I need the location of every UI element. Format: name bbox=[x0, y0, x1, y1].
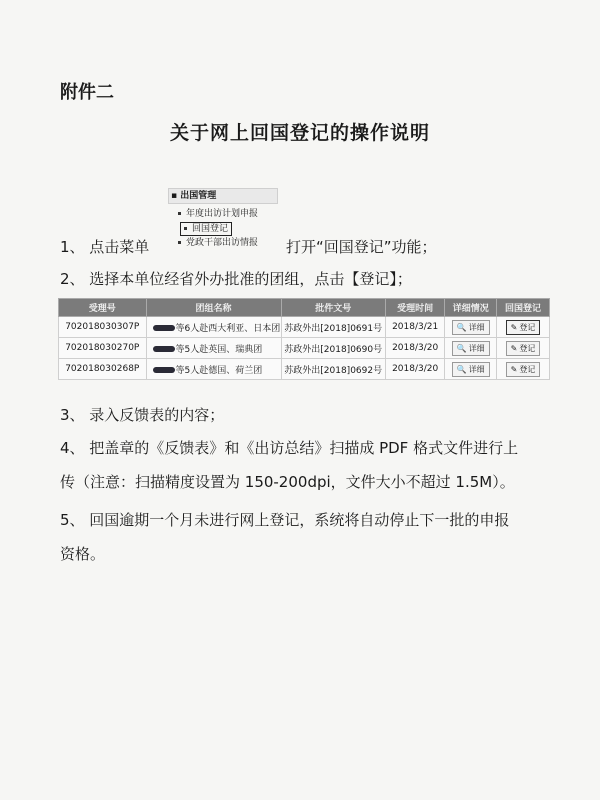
cell-id: 702018030307P bbox=[59, 317, 147, 338]
search-icon: 🔍 bbox=[456, 364, 467, 374]
cell-detail bbox=[445, 359, 497, 380]
register-button[interactable]: ✎ 登记 bbox=[506, 320, 541, 335]
table-row bbox=[59, 359, 550, 380]
register-button[interactable]: ✎ 登记 bbox=[506, 362, 541, 377]
bullet-icon bbox=[178, 212, 181, 215]
step-1-prefix: 1、 点击菜单 bbox=[60, 238, 150, 256]
redaction-mark bbox=[153, 367, 175, 373]
edit-icon: ✎ bbox=[510, 322, 518, 332]
cell-date: 2018/3/20 bbox=[385, 359, 445, 380]
cell-name: 等6人赴西大利亚、日本团 bbox=[146, 317, 281, 338]
menu-snippet bbox=[168, 188, 283, 250]
cell-detail bbox=[445, 317, 497, 338]
document-title: 关于网上回国登记的操作说明 bbox=[169, 122, 430, 144]
menu-item-annual-plan[interactable]: 年度出访计划申报 bbox=[178, 208, 258, 220]
col-header-date: 受理时间 bbox=[385, 299, 445, 317]
cell-name: 等5人赴英国、瑞典团 bbox=[146, 338, 281, 359]
step-1-suffix: 打开“回国登记”功能； bbox=[286, 238, 437, 256]
redaction-mark bbox=[153, 346, 175, 352]
cell-register bbox=[496, 359, 549, 380]
register-button[interactable]: ✎ 登记 bbox=[506, 341, 541, 356]
step-3: 3、 录入反馈表的内容； bbox=[60, 406, 225, 424]
col-header-doc: 批件文号 bbox=[281, 299, 385, 317]
collapse-icon: ▪ bbox=[171, 191, 181, 201]
redaction-mark bbox=[153, 325, 175, 331]
step-4-line-2: 传（注意：扫描精度设置为 150-200dpi，文件大小不超过 1.5M）。 bbox=[60, 473, 515, 491]
cell-id: 702018030268P bbox=[59, 359, 147, 380]
menu-item-cadre-report[interactable]: 党政干部出访情报 bbox=[178, 237, 258, 249]
group-table bbox=[58, 298, 550, 380]
table-header-row bbox=[59, 299, 550, 317]
search-icon: 🔍 bbox=[456, 343, 467, 353]
attachment-label: 附件二 bbox=[60, 82, 114, 103]
step-4-line-1: 4、 把盖章的《反馈表》和《出访总结》扫描成 PDF 格式文件进行上 bbox=[60, 439, 519, 457]
cell-name: 等5人赴德国、荷兰团 bbox=[146, 359, 281, 380]
cell-doc: 苏政外出[2018]0690号 bbox=[281, 338, 385, 359]
cell-detail bbox=[445, 338, 497, 359]
search-icon: 🔍 bbox=[456, 322, 467, 332]
detail-button[interactable]: 🔍 详细 bbox=[452, 341, 490, 356]
cell-id: 702018030270P bbox=[59, 338, 147, 359]
menu-header[interactable]: ▪ 出国管理 bbox=[168, 188, 278, 204]
cell-register bbox=[496, 317, 549, 338]
cell-doc: 苏政外出[2018]0691号 bbox=[281, 317, 385, 338]
col-header-id: 受理号 bbox=[59, 299, 147, 317]
cell-register bbox=[496, 338, 549, 359]
detail-button[interactable]: 🔍 详细 bbox=[452, 320, 490, 335]
col-header-name: 团组名称 bbox=[146, 299, 281, 317]
menu-item-return-registration[interactable]: 回国登记 bbox=[180, 222, 232, 236]
step-5-line-2: 资格。 bbox=[60, 545, 106, 563]
step-5-line-1: 5、 回国逾期一个月未进行网上登记，系统将自动停止下一批的申报 bbox=[60, 511, 510, 529]
col-header-detail: 详细情况 bbox=[445, 299, 497, 317]
cell-date: 2018/3/21 bbox=[385, 317, 445, 338]
bullet-icon bbox=[178, 241, 181, 244]
edit-icon: ✎ bbox=[510, 343, 518, 353]
table-row bbox=[59, 317, 550, 338]
cell-doc: 苏政外出[2018]0692号 bbox=[281, 359, 385, 380]
detail-button[interactable]: 🔍 详细 bbox=[452, 362, 490, 377]
step-2: 2、 选择本单位经省外办批准的团组，点击【登记】； bbox=[60, 270, 412, 288]
table-row bbox=[59, 338, 550, 359]
bullet-icon bbox=[184, 227, 187, 230]
cell-date: 2018/3/20 bbox=[385, 338, 445, 359]
edit-icon: ✎ bbox=[510, 364, 518, 374]
col-header-register: 回国登记 bbox=[496, 299, 549, 317]
